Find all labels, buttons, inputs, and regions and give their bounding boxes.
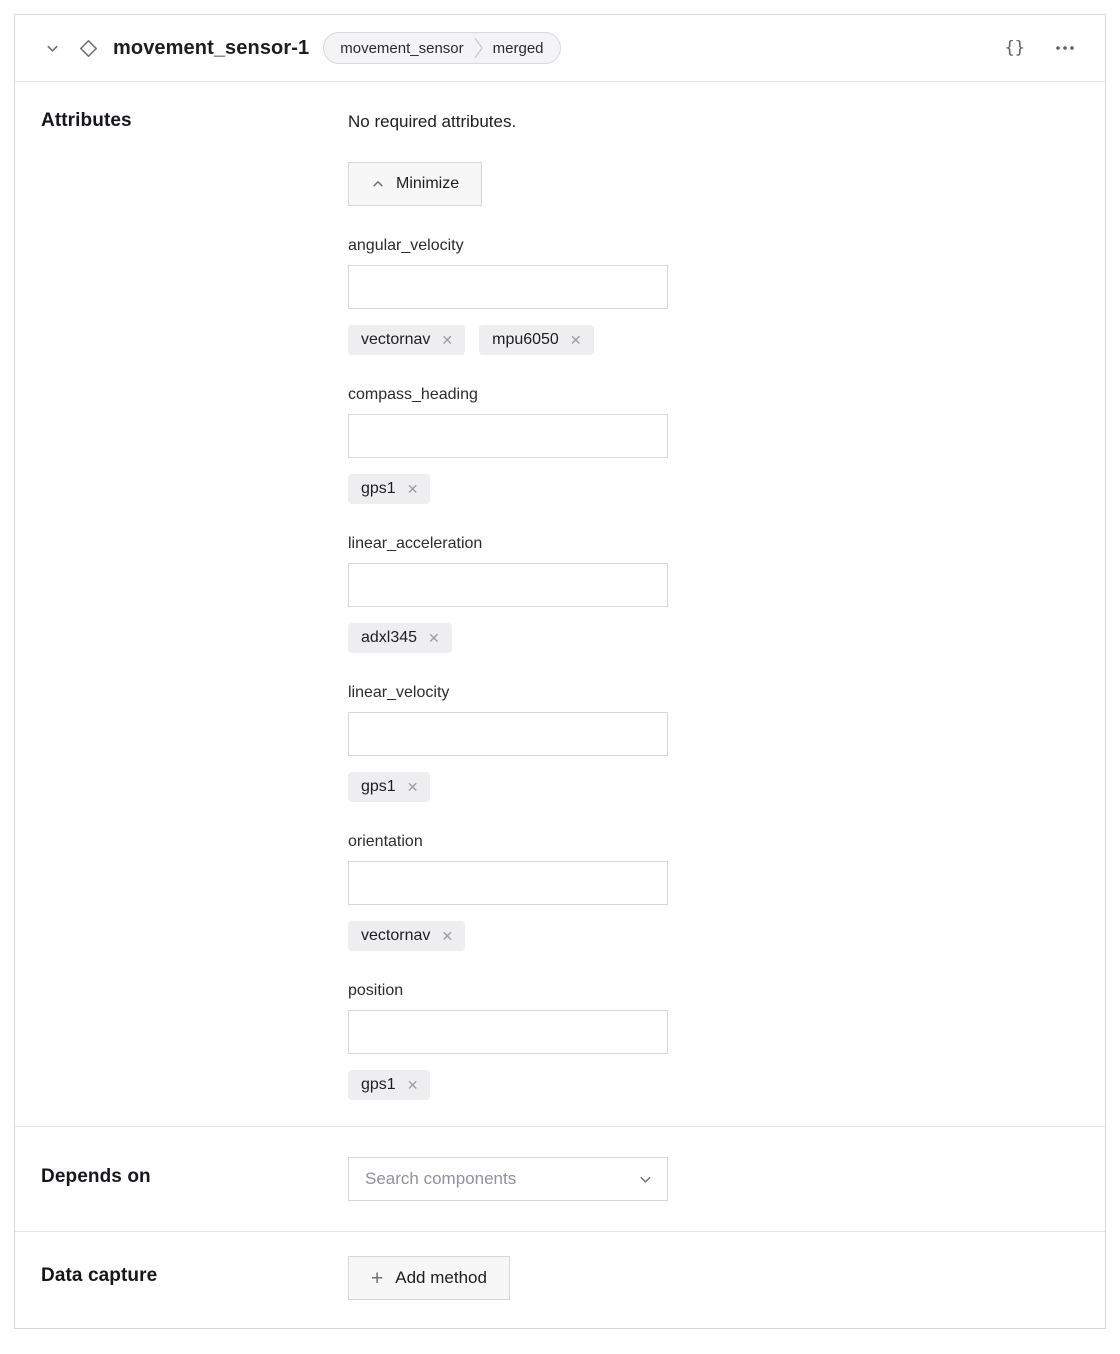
depends-on-select[interactable] [348,1157,668,1201]
attributes-section [15,82,1105,1126]
attribute-label: angular_velocity [348,237,464,254]
depends-on-heading: Depends on [41,1166,151,1187]
code-json-icon[interactable]: {} [1001,34,1029,62]
tag-label: vectornav [361,927,431,944]
component-type-badge [323,32,560,64]
attribute-field [348,236,1079,355]
chevron-up-icon [371,177,385,191]
attribute-input[interactable] [348,1010,668,1054]
tag-label: gps1 [361,1076,396,1093]
component-name: movement_sensor-1 [113,36,310,59]
tag-list [348,623,1079,653]
remove-tag-icon[interactable]: ✕ [428,630,440,646]
tag-label: vectornav [361,331,431,348]
minimize-button-label: Minimize [396,175,460,192]
depends-on-section [15,1126,1105,1231]
add-method-button[interactable] [348,1256,510,1300]
remove-tag-icon[interactable]: ✕ [441,928,454,944]
tag-list [348,474,1079,504]
attribute-field [348,534,1079,653]
tag-list [348,921,1079,951]
attribute-tag [348,921,465,951]
remove-tag-icon[interactable]: ✕ [406,1077,419,1093]
attribute-tag [348,325,465,355]
data-capture-heading: Data capture [41,1265,158,1286]
tag-label: mpu6050 [492,331,559,348]
attribute-field [348,981,1079,1100]
attribute-tag [348,772,430,802]
remove-tag-icon[interactable]: ✕ [406,481,419,497]
component-model-label: merged [492,39,544,57]
data-capture-section [15,1231,1105,1328]
attribute-tag [479,325,593,355]
attribute-field [348,385,1079,504]
component-card [14,14,1106,1329]
attribute-label: position [348,982,404,999]
attributes-heading: Attributes [41,110,132,131]
component-type-label: movement_sensor [340,39,464,57]
remove-tag-icon[interactable]: ✕ [406,779,419,795]
tag-list [348,325,1079,355]
tag-list [348,772,1079,802]
depends-on-placeholder: Search components [365,1169,517,1188]
tag-label: gps1 [361,480,396,497]
no-required-attributes-note: No required attributes. [348,112,517,131]
attribute-input[interactable] [348,563,668,607]
attribute-tag [348,1070,430,1100]
collapse-chevron-icon[interactable] [41,37,64,60]
tag-list [348,1070,1079,1100]
plus-icon: + [371,1266,384,1290]
attribute-label: linear_acceleration [348,535,483,552]
attribute-label: orientation [348,833,423,850]
remove-tag-icon[interactable]: ✕ [569,332,582,348]
attribute-input[interactable] [348,712,668,756]
attribute-input[interactable] [348,861,668,905]
chevron-down-icon [638,1172,653,1187]
minimize-button[interactable] [348,162,482,206]
remove-tag-icon[interactable]: ✕ [441,332,454,348]
component-card-header [15,15,1105,82]
component-diamond-icon [78,38,99,59]
attribute-label: compass_heading [348,386,478,403]
attribute-input[interactable] [348,265,668,309]
add-method-button-label: Add method [395,1268,487,1287]
tag-label: gps1 [361,778,396,795]
attribute-input[interactable] [348,414,668,458]
attribute-tag [348,623,452,653]
more-menu-icon[interactable] [1051,41,1079,55]
attribute-fields [348,236,1079,1100]
attribute-tag [348,474,430,504]
attribute-field [348,683,1079,802]
attribute-label: linear_velocity [348,684,450,701]
attribute-field [348,832,1079,951]
tag-label: adxl345 [361,629,418,646]
badge-separator-chevron-icon [474,37,483,59]
